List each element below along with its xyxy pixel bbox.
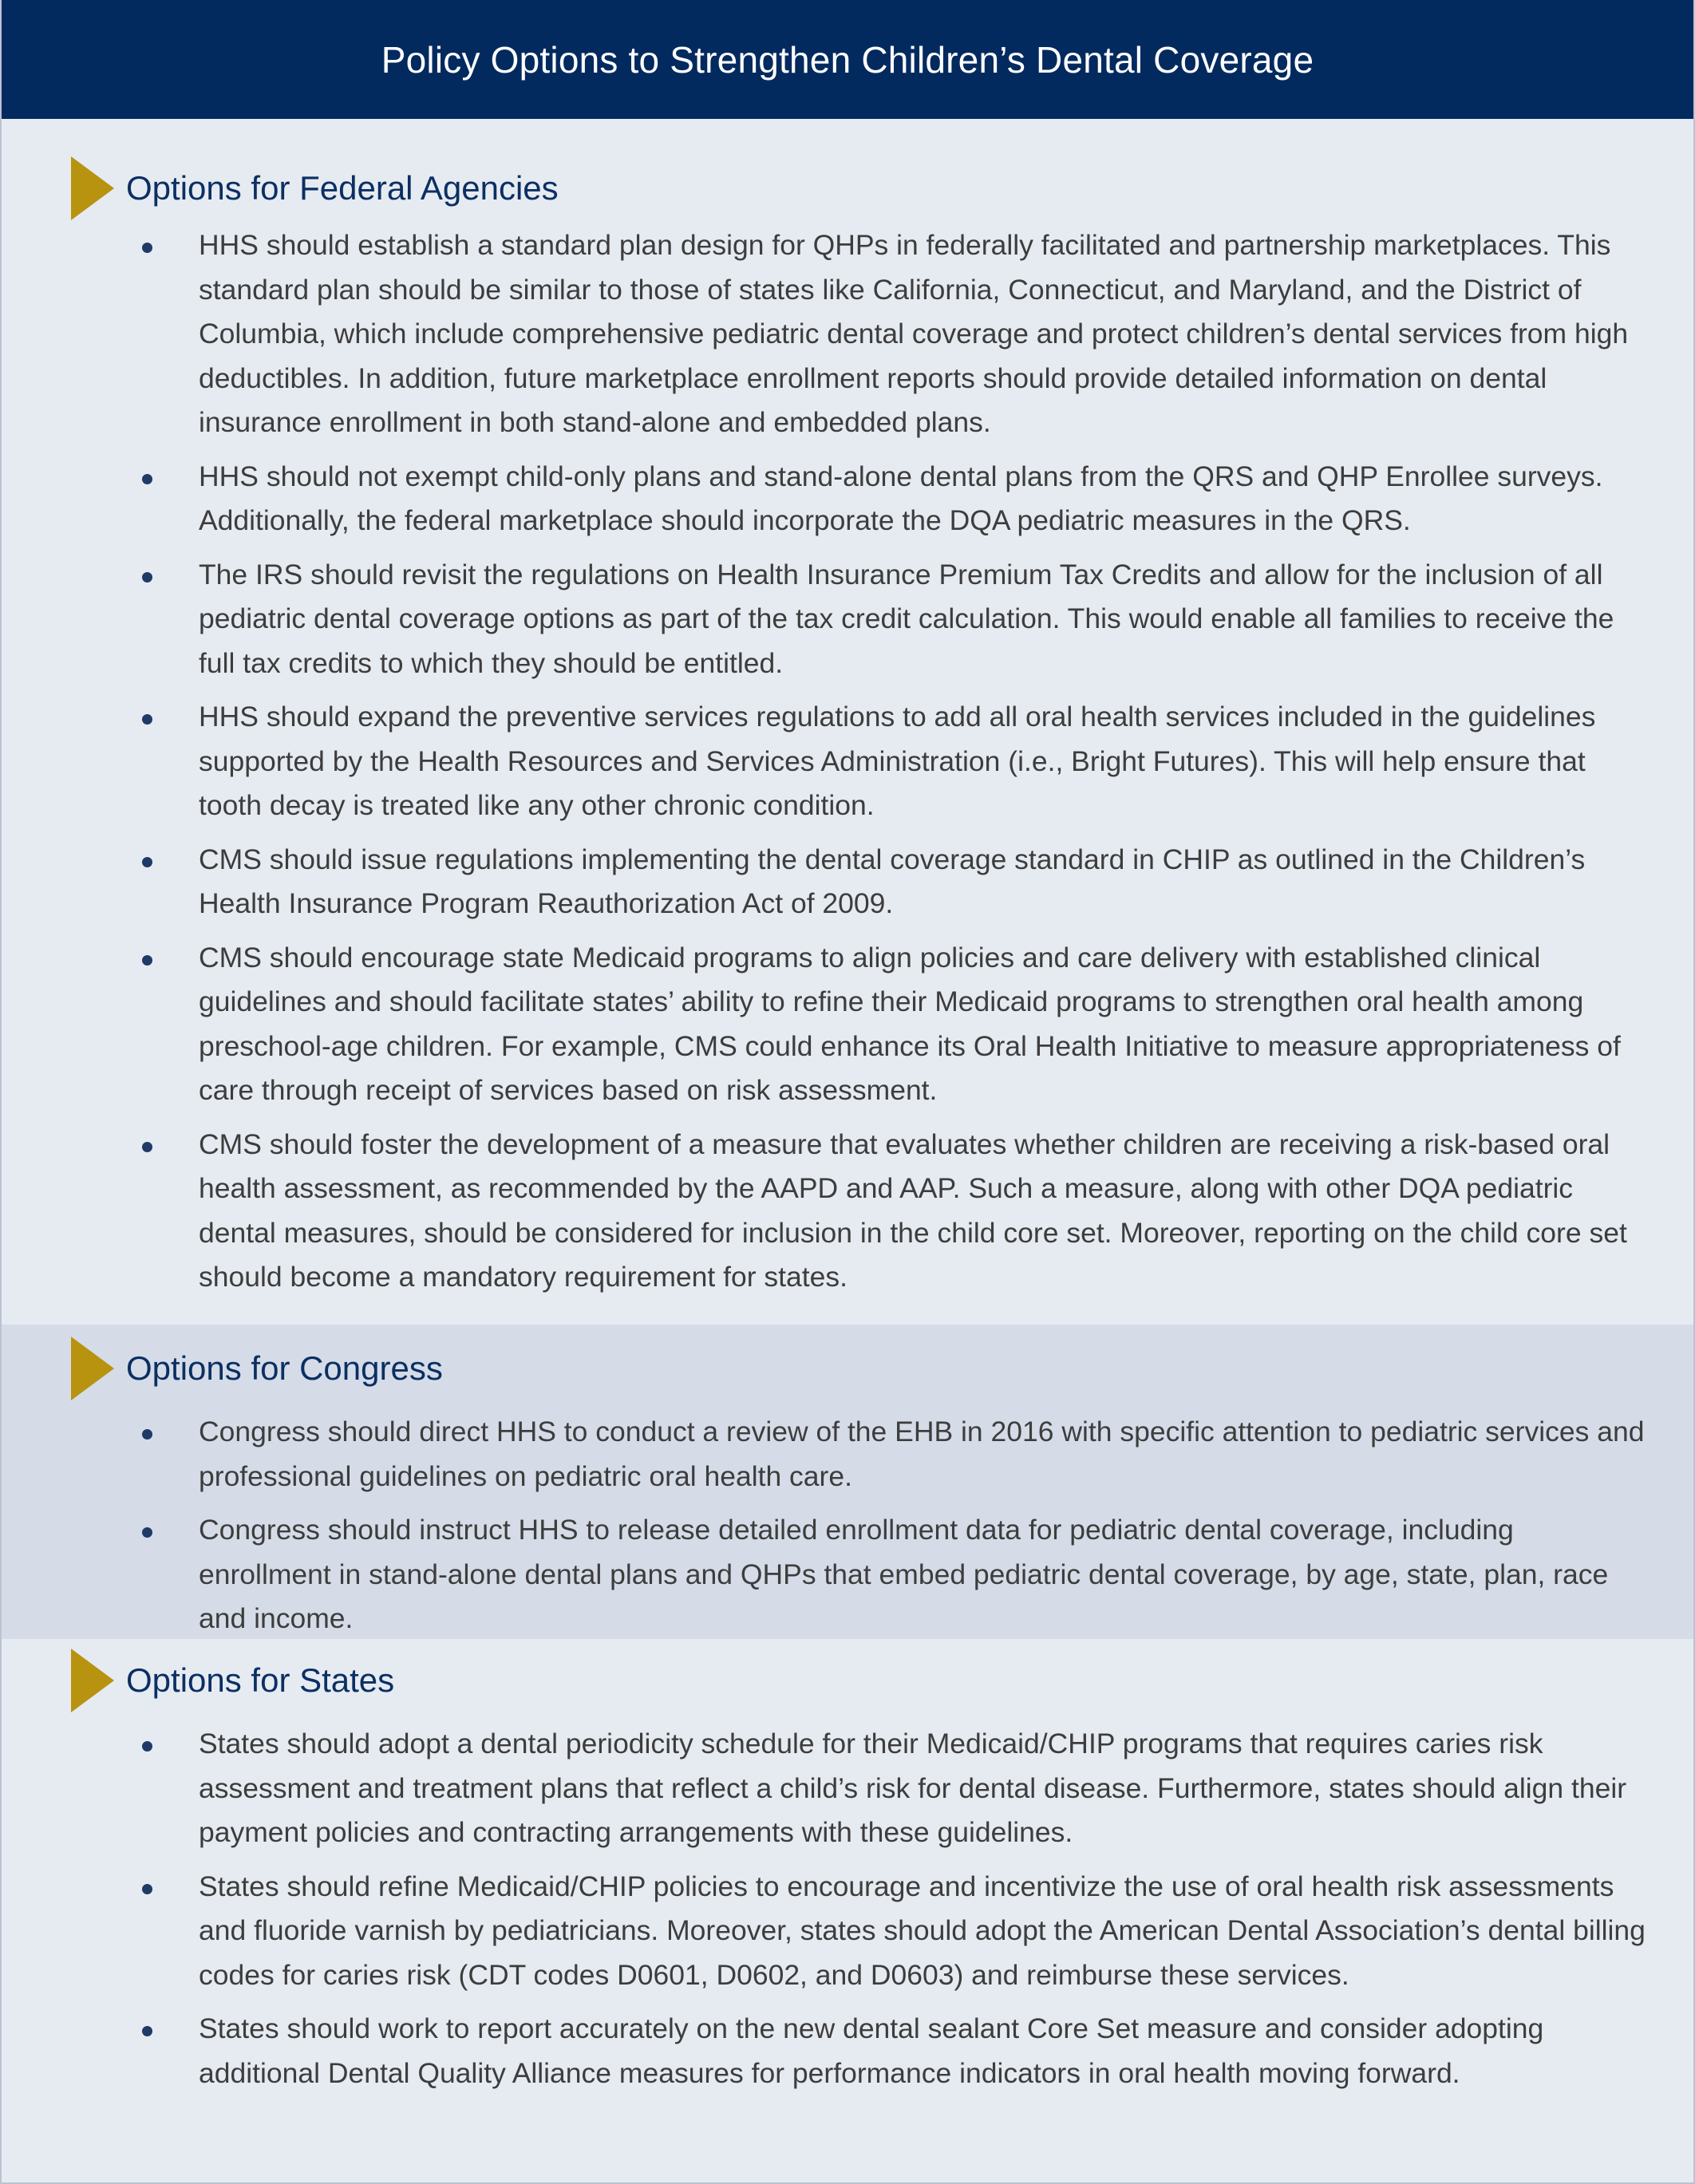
section-title: Options for Congress [126,1349,443,1387]
bullet-icon [142,1429,152,1440]
section-title: Options for Federal Agencies [126,169,559,207]
bullet-icon [142,1741,152,1752]
list-item [2,455,1693,543]
list-item [2,838,1693,926]
list-item [2,553,1693,686]
list-item-text: CMS should foster the development of a measure that evaluates whether children are receiving a risk-based oral health assessment, as recommended by the AAPD and AAP. Such a measure, along with other DQA pediatric dental measures, should be considered for inclusion in the child core set. Moreover, reporting on the child core set should become a mandatory requirement for states. [199,1128,1627,1293]
list-item-text: States should adopt a dental periodicity schedule for their Medicaid/CHIP programs that requires caries risk assessment and treatment plans that reflect a child’s risk for dental disease. Furthermore, states should align their payment policies and contracting arrangements with these guidelines. [199,1728,1627,1848]
list-item-text: HHS should not exempt child-only plans and stand-alone dental plans from the QRS and QHP Enrollee surveys. Additionally, the federal marketplace should incorporate the DQA pediatric measures in the QRS. [199,460,1603,536]
bullet-icon [142,572,152,583]
title-banner [2,0,1693,119]
list-item [2,695,1693,828]
section-states [2,1639,1693,2182]
list-item-text: States should work to report accurately on the new dental sealant Core Set measure and consider adopting additional Dental Quality Alliance measures for performance indicators in oral health moving forward. [199,2012,1544,2089]
list-item [2,1722,1693,1855]
list-item [2,223,1693,445]
bullet-icon [142,955,152,966]
list-item-text: Congress should instruct HHS to release detailed enrollment data for pediatric dental coverage, including enrollment in stand-alone dental plans and QHPs that embed pediatric dental coverage, by age, state, plan, race and income. [199,1514,1609,1634]
page-title: Policy Options to Strengthen Children’s Dental Coverage [381,38,1314,81]
list-item-text: CMS should issue regulations implementing the dental coverage standard in CHIP as outlined in the Children’s Health Insurance Program Reauthorization Act of 2009. [199,843,1586,919]
section-federal-agencies [2,119,1693,1325]
bullet-icon [142,1142,152,1152]
bullet-list [2,1722,1693,2095]
triangle-arrow-icon [71,1649,114,1712]
list-item [2,1123,1693,1300]
triangle-arrow-icon [71,1337,114,1400]
section-heading [2,1649,1693,1712]
triangle-arrow-icon [71,156,114,220]
list-item-text: States should refine Medicaid/CHIP policies to encourage and incentivize the use of oral health risk assessments and fluoride varnish by pediatricians. Moreover, states should adopt the American Dental Association’s dental billing codes for caries risk (CDT codes D0601, D0602, and D0603) and reimburse these services. [199,1870,1646,1991]
list-item [2,1865,1693,1998]
bullet-icon [142,2026,152,2036]
list-item [2,936,1693,1113]
section-heading [2,1337,1693,1400]
bullet-icon [142,243,152,253]
bullet-list [2,223,1693,1300]
list-item [2,1508,1693,1641]
list-item [2,2007,1693,2095]
bullet-icon [142,1884,152,1894]
bullet-list [2,1410,1693,1641]
bullet-icon [142,1527,152,1538]
list-item-text: HHS should establish a standard plan design for QHPs in federally facilitated and partnership marketplaces. This standard plan should be similar to those of states like California, Connecticut, and Maryland, and the District of Columbia, which include comprehensive pediatric dental coverage and protect children’s dental services from high deductibles. In addition, future marketplace enrollment reports should provide detailed information on dental insurance enrollment in both stand-alone and embedded plans. [199,229,1629,438]
list-item-text: The IRS should revisit the regulations on Health Insurance Premium Tax Credits and allow for the inclusion of all pediatric dental coverage options as part of the tax credit calculation. This would enable all families to receive the full tax credits to which they should be entitled. [199,558,1614,679]
list-item-text: HHS should expand the preventive services regulations to add all oral health services included in the guidelines supported by the Health Resources and Services Administration (i.e., Bright Futures). This will help ensure that tooth decay is treated like any other chronic condition. [199,701,1596,821]
list-item [2,1410,1693,1499]
bullet-icon [142,474,152,484]
bullet-icon [142,714,152,725]
section-heading [2,156,1693,220]
section-title: Options for States [126,1661,395,1699]
list-item-text: Congress should direct HHS to conduct a review of the EHB in 2016 with specific attention to pediatric services and professional guidelines on pediatric oral health care. [199,1416,1645,1492]
list-item-text: CMS should encourage state Medicaid programs to align policies and care delivery with established clinical guidelines and should facilitate states’ ability to refine their Medicaid programs to strengthen oral health among preschool-age children. For example, CMS could enhance its Oral Health Initiative to measure appropriateness of care through receipt of services based on risk assessment. [199,941,1621,1106]
bullet-icon [142,857,152,867]
section-congress [2,1325,1693,1639]
